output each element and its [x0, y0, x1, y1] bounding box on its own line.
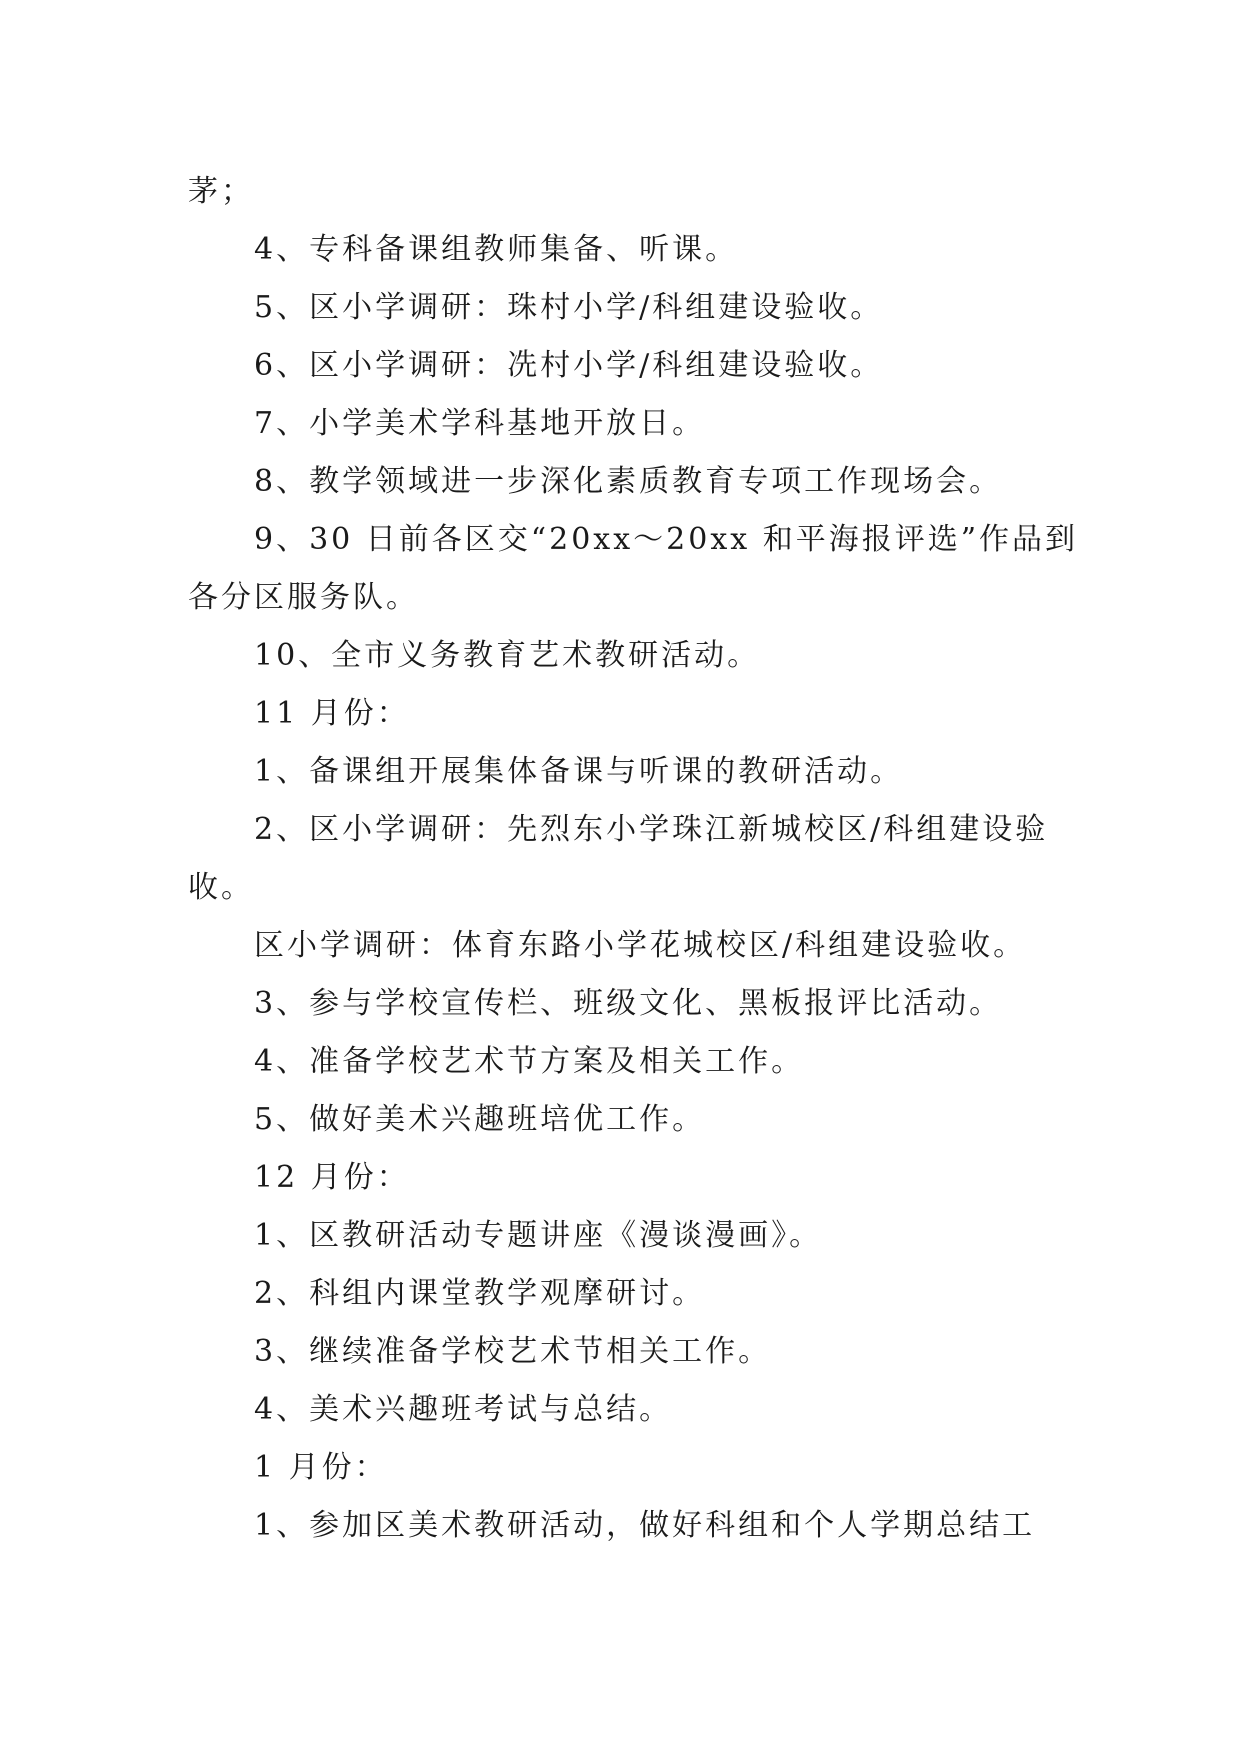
text-line: 2、区小学调研：先烈东小学珠江新城校区/科组建设验 [254, 812, 1049, 847]
document-body [188, 163, 1079, 1555]
text-line: 10、全市义务教育艺术教研活动。 [254, 638, 761, 673]
text-line: 2、科组内课堂教学观摩研讨。 [254, 1276, 706, 1311]
text-line: 茅； [188, 174, 254, 209]
text-line: 1、备课组开展集体备课与听课的教研活动。 [254, 754, 904, 789]
text-line: 3、继续准备学校艺术节相关工作。 [254, 1334, 772, 1369]
text-line: 1、区教研活动专题讲座《漫谈漫画》。 [254, 1218, 823, 1253]
text-line: 7、小学美术学科基地开放日。 [254, 406, 706, 441]
text-line: 4、专科备课组教师集备、听课。 [254, 232, 739, 267]
text-line: 8、教学领域进一步深化素质教育专项工作现场会。 [254, 464, 1003, 499]
text-line: 4、美术兴趣班考试与总结。 [254, 1392, 673, 1427]
text-line: 9、30 日前各区交“20xx～20xx 和平海报评选”作品到 [254, 522, 1079, 557]
text-line: 1、参加区美术教研活动，做好科组和个人学期总结工 [254, 1508, 1036, 1543]
month-heading: 11 月份： [254, 696, 410, 731]
text-line: 3、参与学校宣传栏、班级文化、黑板报评比活动。 [254, 986, 1003, 1021]
text-line: 收。 [188, 870, 254, 905]
month-heading: 1 月份： [254, 1450, 388, 1485]
month-heading: 12 月份： [254, 1160, 410, 1195]
text-line: 各分区服务队。 [188, 580, 419, 615]
text-line: 4、准备学校艺术节方案及相关工作。 [254, 1044, 805, 1079]
text-line: 5、区小学调研：珠村小学/科组建设验收。 [254, 290, 884, 325]
text-line: 区小学调研：体育东路小学花城校区/科组建设验收。 [254, 928, 1027, 963]
text-line: 5、做好美术兴趣班培优工作。 [254, 1102, 706, 1137]
text-line: 6、区小学调研：冼村小学/科组建设验收。 [254, 348, 884, 383]
